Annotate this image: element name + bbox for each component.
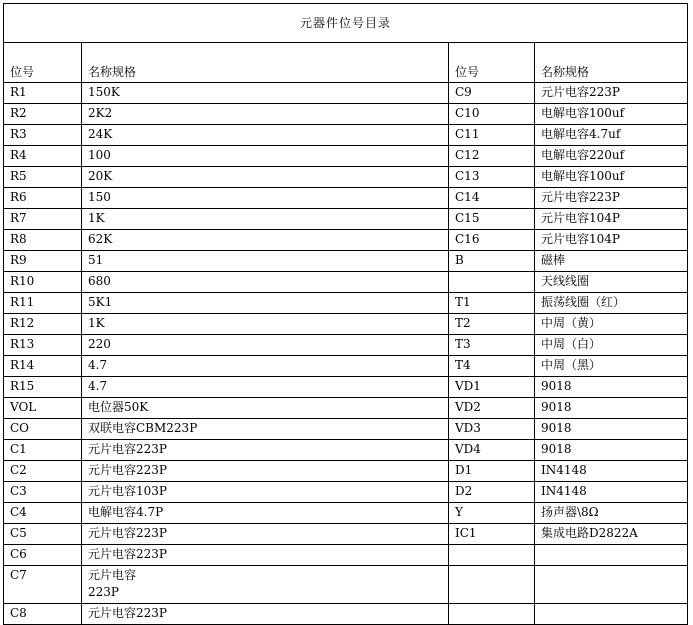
table-title: 元器件位号目录: [4, 4, 688, 43]
spec-left: 62K: [82, 230, 449, 251]
position-left: R13: [4, 335, 82, 356]
position-left: R11: [4, 293, 82, 314]
table-row: [4, 125, 688, 146]
table-row: [4, 314, 688, 335]
position-right: [449, 604, 535, 625]
spec-left-line1: 元片电容: [88, 568, 137, 582]
table-row: [4, 83, 688, 104]
spec-right: 磁棒: [535, 251, 688, 272]
spec-right: 元片电容104P: [535, 209, 688, 230]
position-right: Y: [449, 503, 535, 524]
spec-right: [535, 604, 688, 625]
spec-left: 100: [82, 146, 449, 167]
spec-left: 元片电容223P: [82, 461, 449, 482]
position-left: R7: [4, 209, 82, 230]
spec-right: 元片电容104P: [535, 230, 688, 251]
spec-right: 9018: [535, 419, 688, 440]
table-row: [4, 604, 688, 625]
position-right: [449, 545, 535, 566]
table-row: [4, 272, 688, 293]
spec-left: 4.7: [82, 377, 449, 398]
position-left: R15: [4, 377, 82, 398]
table-row: [4, 377, 688, 398]
spec-right: 元片电容223P: [535, 188, 688, 209]
spec-right: 电解电容100uf: [535, 104, 688, 125]
spec-left: 元片电容223P: [82, 545, 449, 566]
position-right: VD4: [449, 440, 535, 461]
spec-left: 双联电容CBM223P: [82, 419, 449, 440]
spec-right: [535, 545, 688, 566]
position-right: C9: [449, 83, 535, 104]
position-right: T4: [449, 356, 535, 377]
header-position-right: 位号: [449, 43, 535, 83]
spec-right: 天线线圈: [535, 272, 688, 293]
spec-left-line2: 223P: [88, 585, 119, 599]
spec-left: 150: [82, 188, 449, 209]
spec-left: 51: [82, 251, 449, 272]
table-row: [4, 104, 688, 125]
spec-left: 680: [82, 272, 449, 293]
position-left: CO: [4, 419, 82, 440]
spec-left: [82, 566, 449, 604]
table-row: [4, 293, 688, 314]
spec-left: 5K1: [82, 293, 449, 314]
spec-left: 1K: [82, 209, 449, 230]
position-left: VOL: [4, 398, 82, 419]
spec-right: 集成电路D2822A: [535, 524, 688, 545]
spec-left: 20K: [82, 167, 449, 188]
position-left: R14: [4, 356, 82, 377]
position-right: VD1: [449, 377, 535, 398]
position-left: R5: [4, 167, 82, 188]
spec-right: 振荡线圈（红）: [535, 293, 688, 314]
table-row: [4, 230, 688, 251]
table-row: [4, 545, 688, 566]
spec-right: 中周（黑）: [535, 356, 688, 377]
table-row: [4, 335, 688, 356]
table-row: [4, 398, 688, 419]
spec-right: 中周（黄）: [535, 314, 688, 335]
position-left: R12: [4, 314, 82, 335]
position-right: VD3: [449, 419, 535, 440]
table-row: [4, 251, 688, 272]
spec-left: 电位器50K: [82, 398, 449, 419]
table-row: [4, 209, 688, 230]
spec-left: 4.7: [82, 356, 449, 377]
header-row: [4, 43, 688, 83]
position-right: D1: [449, 461, 535, 482]
position-left: C4: [4, 503, 82, 524]
spec-left: 元片电容223P: [82, 604, 449, 625]
table-row: [4, 440, 688, 461]
spec-right: [535, 566, 688, 604]
position-left: R1: [4, 83, 82, 104]
position-right: C11: [449, 125, 535, 146]
position-right: T1: [449, 293, 535, 314]
spec-left: 元片电容223P: [82, 440, 449, 461]
table-row: [4, 482, 688, 503]
spec-left: 2K2: [82, 104, 449, 125]
position-right: C15: [449, 209, 535, 230]
position-left: C5: [4, 524, 82, 545]
spec-right: 扬声器\8Ω: [535, 503, 688, 524]
position-right: C16: [449, 230, 535, 251]
table-row: [4, 188, 688, 209]
table-row: [4, 146, 688, 167]
position-left: C7: [4, 566, 82, 604]
position-right: C12: [449, 146, 535, 167]
position-left: C1: [4, 440, 82, 461]
position-right: C10: [449, 104, 535, 125]
table-row: [4, 167, 688, 188]
header-spec-left: 名称规格: [82, 43, 449, 83]
table-row: [4, 461, 688, 482]
position-right: B: [449, 251, 535, 272]
component-position-table: [3, 3, 688, 625]
spec-right: 电解电容220uf: [535, 146, 688, 167]
spec-right: 9018: [535, 377, 688, 398]
position-left: R3: [4, 125, 82, 146]
spec-left: 220: [82, 335, 449, 356]
position-right: D2: [449, 482, 535, 503]
table-row: [4, 524, 688, 545]
spec-left: 元片电容223P: [82, 524, 449, 545]
position-right: T3: [449, 335, 535, 356]
position-right: C13: [449, 167, 535, 188]
title-row: [4, 4, 688, 43]
position-left: R2: [4, 104, 82, 125]
position-left: C8: [4, 604, 82, 625]
spec-right: 9018: [535, 440, 688, 461]
table-row: [4, 419, 688, 440]
spec-right: IN4148: [535, 461, 688, 482]
position-left: R4: [4, 146, 82, 167]
position-left: R6: [4, 188, 82, 209]
position-left: R9: [4, 251, 82, 272]
position-right: C14: [449, 188, 535, 209]
spec-left: 元片电容103P: [82, 482, 449, 503]
position-right: [449, 566, 535, 604]
position-left: R10: [4, 272, 82, 293]
position-left: R8: [4, 230, 82, 251]
spec-left: 电解电容4.7P: [82, 503, 449, 524]
spec-right: 9018: [535, 398, 688, 419]
position-right: IC1: [449, 524, 535, 545]
spec-left: 150K: [82, 83, 449, 104]
header-position-left: 位号: [4, 43, 82, 83]
position-right: [449, 272, 535, 293]
table-row: [4, 503, 688, 524]
spec-right: 电解电容100uf: [535, 167, 688, 188]
spec-left: 1K: [82, 314, 449, 335]
table-row: [4, 356, 688, 377]
position-left: C6: [4, 545, 82, 566]
spec-right: 中周（白）: [535, 335, 688, 356]
spec-left: 24K: [82, 125, 449, 146]
position-right: VD2: [449, 398, 535, 419]
position-left: C3: [4, 482, 82, 503]
spec-right: IN4148: [535, 482, 688, 503]
position-right: T2: [449, 314, 535, 335]
spec-right: 电解电容4.7uf: [535, 125, 688, 146]
table-row: [4, 566, 688, 604]
position-left: C2: [4, 461, 82, 482]
spec-right: 元片电容223P: [535, 83, 688, 104]
header-spec-right: 名称规格: [535, 43, 688, 83]
